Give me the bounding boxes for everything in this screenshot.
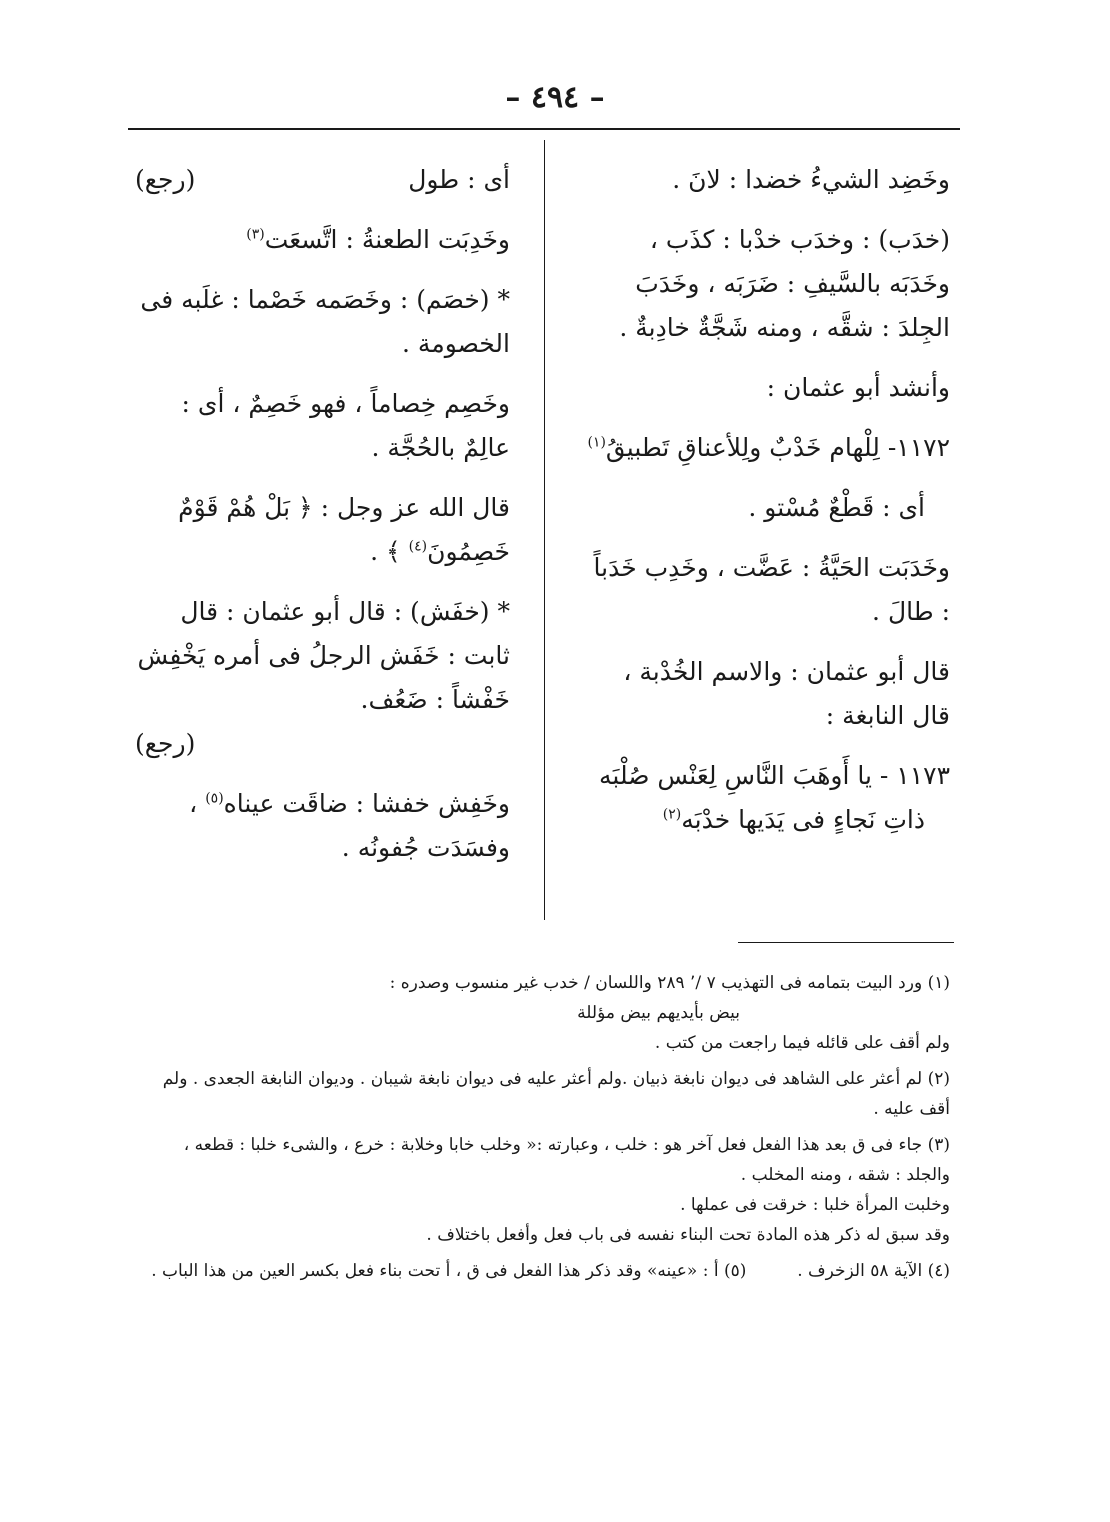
footnote-ref: (١)	[587, 434, 606, 451]
poem-verse-1173: ١١٧٣ - يا أَوهَبَ النَّاسِ لِعَنْس صُلْبَه	[599, 761, 950, 790]
right-column	[585, 158, 950, 858]
entry-khasim: وخَصِم خِصاماً ، فهو خَصِمٌ ، أى : عالِمٌ بالحُجَّة .	[181, 389, 510, 462]
footnote-ref: (٢)	[662, 806, 682, 823]
entry-khadab: (خدَب) : وخدَب خدْبا : كذَب ، وخَدَبَه بالسَّيفِ : ضَرَبَه ، وخَدَبَ الجِلدَ : شقَّه ، ومنه شَجَّةٌ خادِبةٌ .	[619, 225, 950, 342]
return-marker: (رجع)	[135, 165, 196, 194]
poem-verse-text: ذاتِ نَجاءٍ فى يَدَيها خدْبَه	[681, 805, 925, 834]
entry-khafash	[135, 590, 510, 722]
verse-gloss: أى : قَطْعٌ مُسْتو .	[748, 493, 925, 522]
entry-text-end: ، وفسَدَت جُفونُه .	[189, 789, 510, 862]
footnote-1-note: ولم أقف على قائله فيما راجعت من كتب .	[654, 1033, 950, 1053]
footnote-ref: (٣)	[246, 226, 265, 243]
footnotes-4-5	[140, 1256, 950, 1286]
footnotes	[140, 968, 950, 1292]
footnote-1-verse: بيض بأيديهم بيض مؤللة	[577, 1003, 740, 1023]
footnote-rule	[738, 942, 954, 943]
entry-text: * (خفَش) : قال أبو عثمان : قال ثابت : خَفَش الرجلُ فى أمره يَخْفِش خَفْشاً : ضَعُف.	[137, 597, 510, 714]
footnote-3-cont: وخلبت المرأة خلبا : خرقت فى عملها .	[680, 1195, 950, 1215]
footnote-1: (١) ورد البيت بتمامه فى التهذيب ٧ /٬ ٢٨٩ واللسان / خدب غير منسوب وصدره :	[389, 973, 950, 993]
page-number: – ٤٩٤ –	[505, 80, 605, 115]
column-divider	[544, 140, 545, 920]
return-marker: (رجع)	[135, 729, 196, 758]
footnote-ref: (٥)	[205, 790, 224, 807]
entry-khadid: وخَضِد الشيءُ خضدا : لانَ .	[672, 165, 950, 194]
entry-khadabat: وخَدَبَت الحَيَّةُ : عَضَّت ، وخَدِب خَدَباً : طالَ .	[593, 553, 950, 626]
poem-verse-1173-second-hemistich	[585, 798, 950, 842]
left-column	[135, 158, 510, 886]
entry-text: وخَدِبَت الطعنةُ : اتَّسعَت	[264, 225, 510, 254]
nabigha-intro: قال أبو عثمان : والاسم الخُدْبة ، قال النابغة :	[623, 657, 950, 730]
entry-khadibat	[135, 218, 510, 262]
entry-text: وخَفِش خفشا : ضاقَت عيناه	[223, 789, 510, 818]
gloss-line	[135, 158, 510, 202]
footnote-2: (٢) لم أعثر على الشاهد فى ديوان نابغة ذبيان .ولم أعثر عليه فى ديوان نابغة شيبان . وديوان النابغة الجعدى . ولم أقف عليه .	[162, 1069, 950, 1119]
poem-verse-1172	[585, 426, 950, 470]
entry-khasam: * (خصَم) : وخَصَمه خَصْما : غلَبه فى الخصومة .	[140, 285, 510, 358]
footnote-3: (٣) جاء فى ق بعد هذا الفعل فعل آخر هو : خلب ، وعبارته :« وخلب خابا وخلابة : خرع ، والشىء خلبا : قطعه ، والجلد : شقه ، ومنه المخلب .	[183, 1135, 950, 1185]
return-marker-line	[135, 722, 510, 766]
quran-quote	[135, 486, 510, 574]
footnote-4: (٤) الآية ٥٨ الزخرف .	[797, 1261, 950, 1281]
recitation-intro: وأنشد أبو عثمان :	[766, 373, 950, 402]
header-rule	[128, 128, 960, 130]
quote-close: ﴾ .	[370, 537, 401, 566]
poem-verse-text: ١١٧٢- لِلْهام خَدْبٌ ولِلأعناقِ تَطبيقُ	[605, 433, 950, 462]
gloss-text: أى : طول	[408, 165, 510, 194]
quote-text: قال الله عز وجل : ﴿ بَلْ هُمْ قَوْمٌ خَصِمُونَ	[178, 493, 510, 566]
entry-khafish	[135, 782, 510, 870]
footnote-ref: (٤)	[408, 538, 428, 555]
footnote-3-note: وقد سبق له ذكر هذه المادة تحت البناء نفسه فى باب فعل وأفعل باختلاف .	[426, 1225, 950, 1245]
footnote-5: (٥) أ : «عينه» وقد ذكر هذا الفعل فى ق ، أ تحت بناء فعل بكسر العين من هذا الباب .	[151, 1261, 747, 1281]
